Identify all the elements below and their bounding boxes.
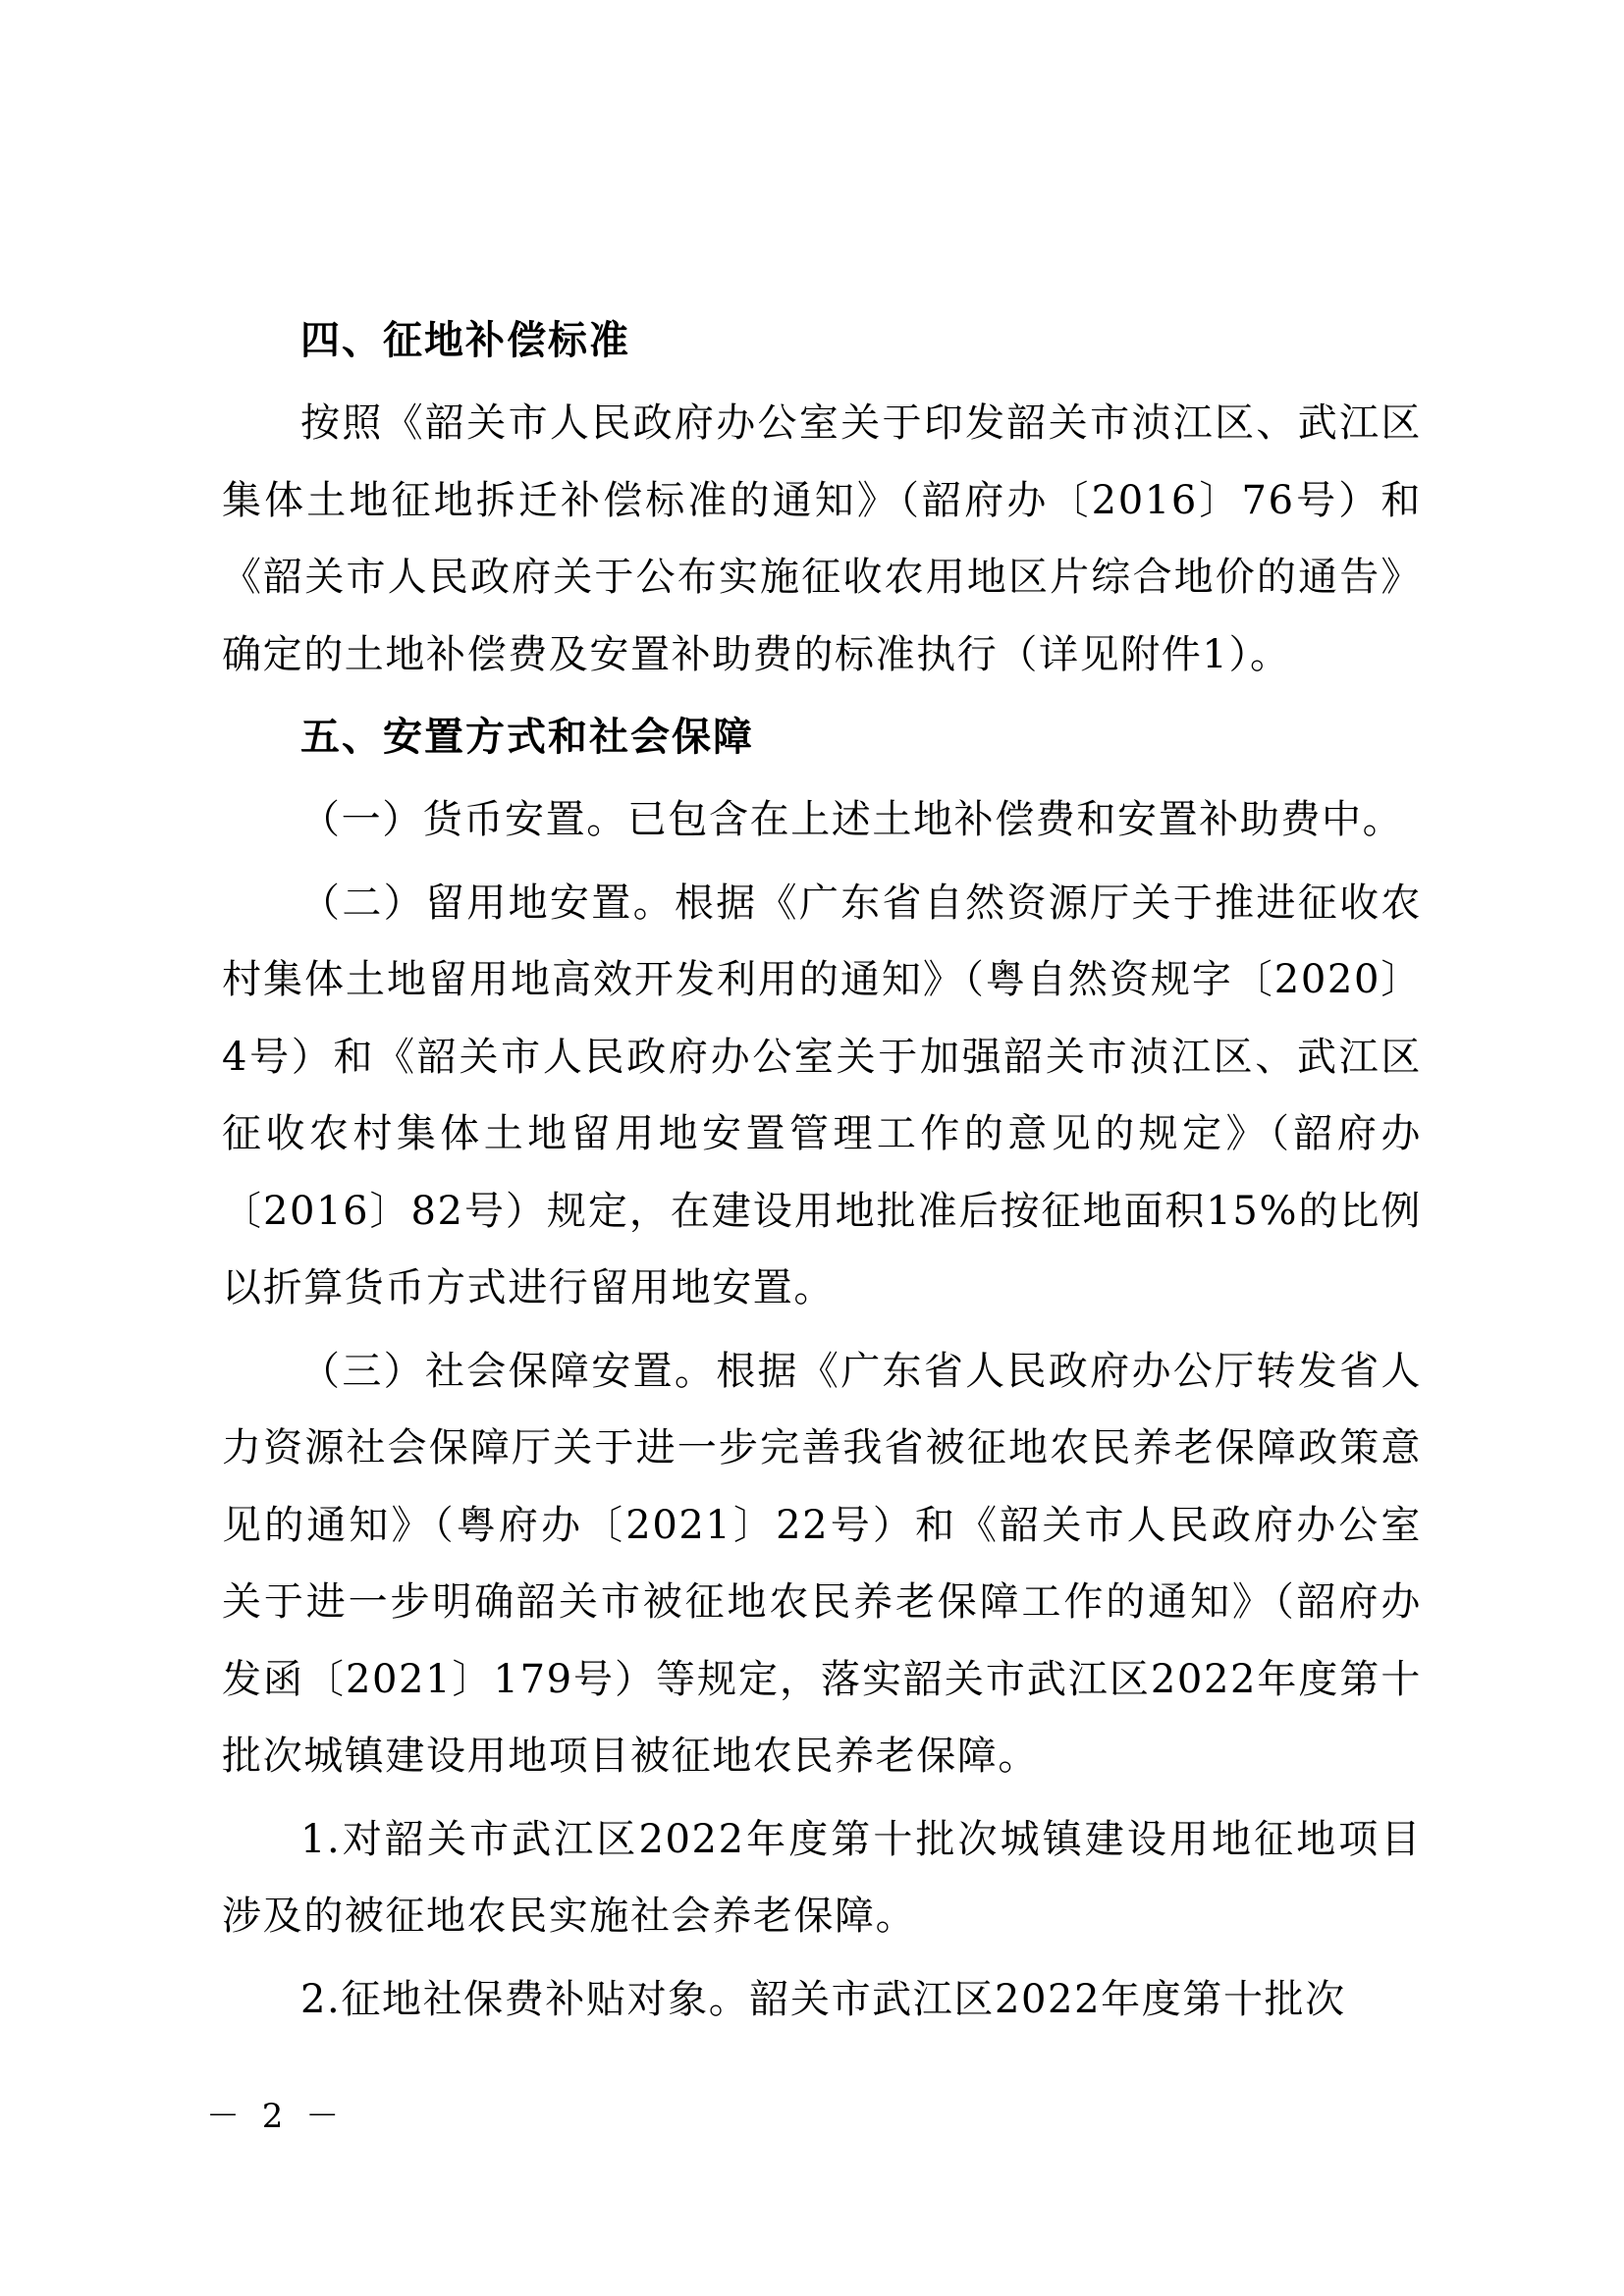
paragraph-compensation-standard: 按照《韶关市人民政府办公室关于印发韶关市浈江区、武江区集体土地征地拆迁补偿标准的通知》（韶府办〔2016〕76号）和《韶关市人民政府关于公布实施征收农用地区片综合地价的通告》确定的土地补偿费及安置补助费的标准执行（详见附件1）。: [222, 400, 1422, 677]
paragraph-subitem-2: 2.征地社保费补贴对象。韶关市武江区2022年度第十批次: [300, 1976, 1346, 2022]
document-body: [222, 302, 1422, 2038]
paragraph-subitem-1: 1.对韶关市武江区2022年度第十批次城镇建设用地征地项目涉及的被征地农民实施社会养老保障。: [222, 1816, 1422, 1939]
paragraph-monetary-resettlement: （一）货币安置。已包含在上述土地补偿费和安置补助费中。: [300, 797, 1404, 842]
section-heading-compensation-standard: 四、征地补偿标准: [300, 318, 630, 363]
section-heading-resettlement-social-security: 五、安置方式和社会保障: [300, 715, 754, 760]
paragraph-social-security-resettlement: （三）社会保障安置。根据《广东省人民政府办公厅转发省人力资源社会保障厅关于进一步完善我省被征地农民养老保障政策意见的通知》（粤府办〔2021〕22号）和《韶关市人民政府办公室关于进一步明确韶关市被征地农民养老保障工作的通知》（韶府办发函〔2021〕179号）等规定，落实韶关市武江区2022年度第十批次城镇建设用地项目被征地农民养老保障。: [222, 1348, 1422, 1779]
paragraph-reserved-land-resettlement: （二）留用地安置。根据《广东省自然资源厅关于推进征收农村集体土地留用地高效开发利用的通知》（粤自然资规字〔2020〕4号）和《韶关市人民政府办公室关于加强韶关市浈江区、武江区征收农村集体土地留用地安置管理工作的意见的规定》（韶府办〔2016〕82号）规定，在建设用地批准后按征地面积15%的比例以折算货币方式进行留用地安置。: [222, 880, 1422, 1310]
page-number: － 2 －: [206, 2097, 346, 2136]
